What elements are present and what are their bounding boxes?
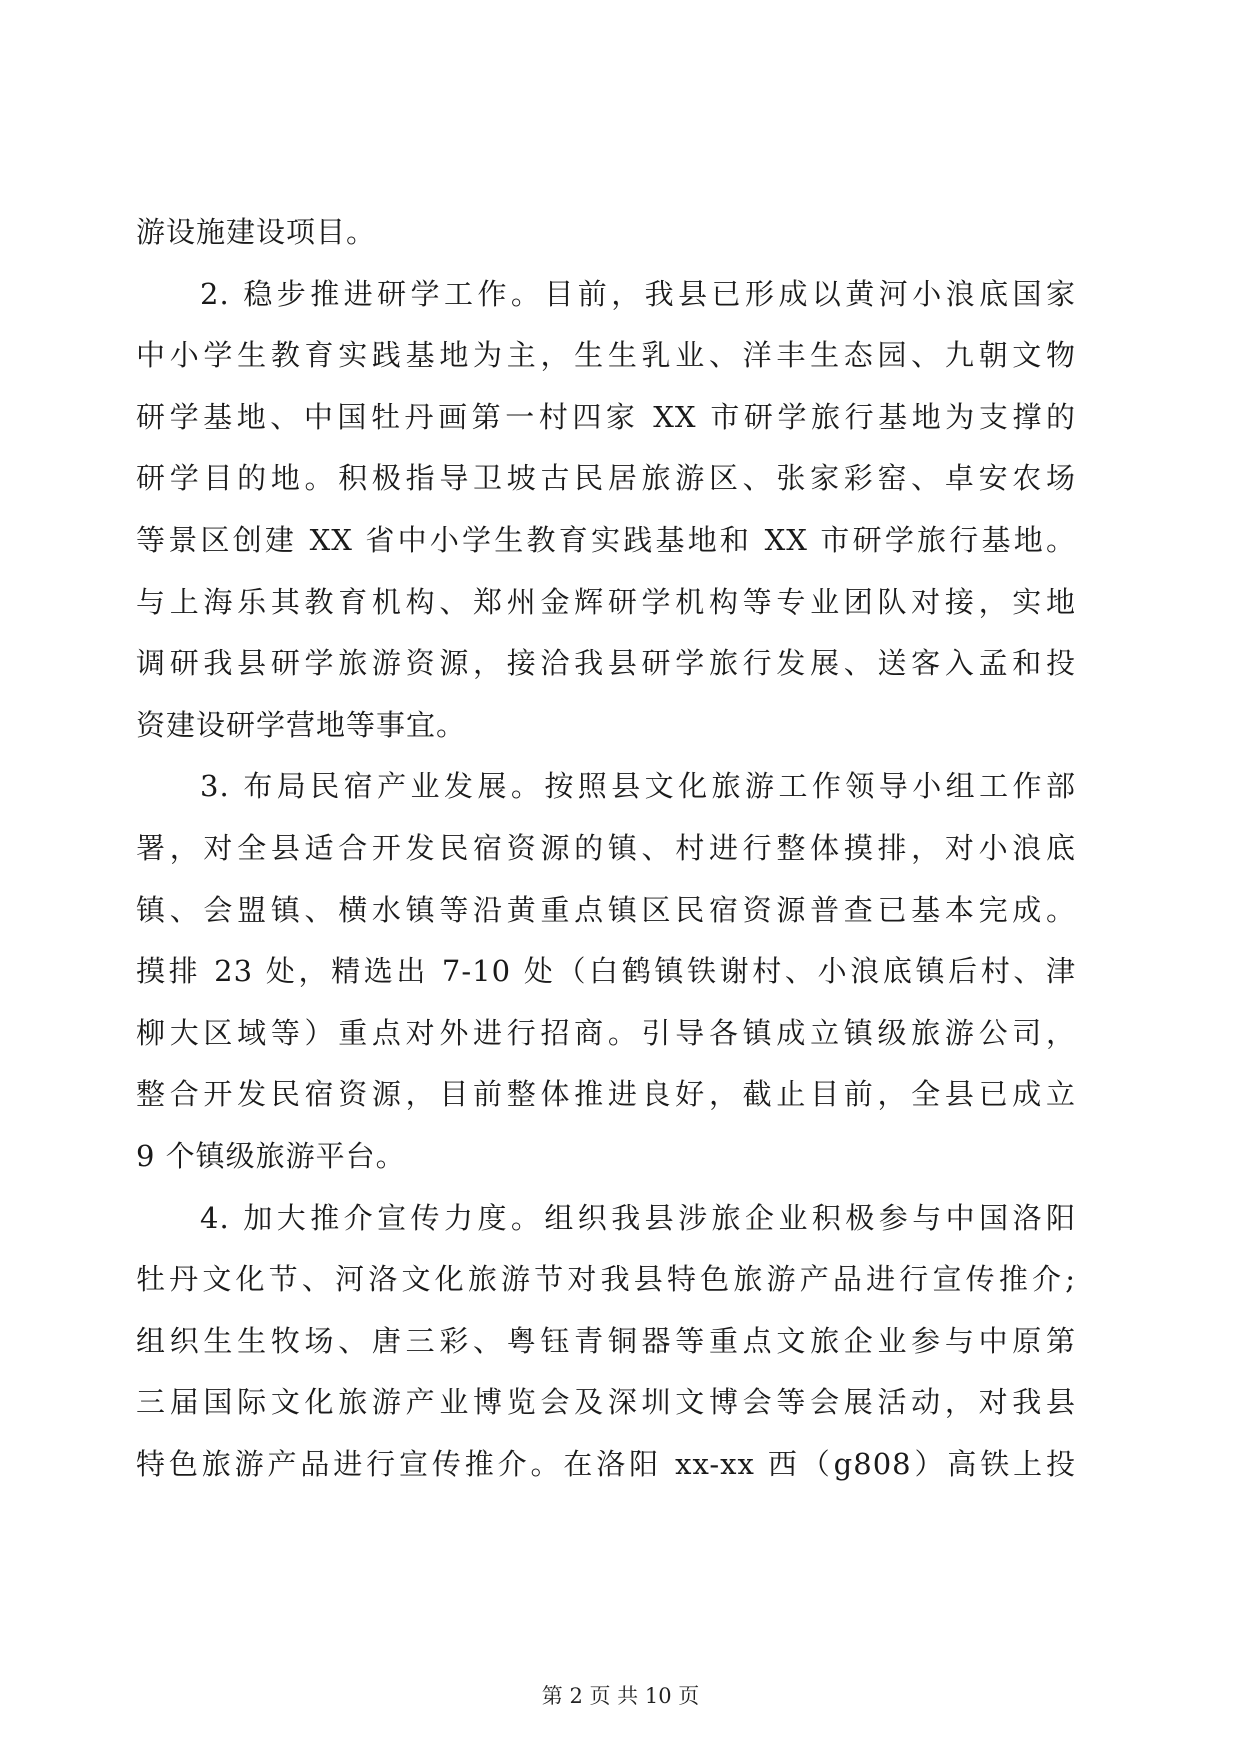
text-line: 游设施建设项目。: [136, 215, 377, 249]
text-line: 资建设研学营地等事宜。: [136, 707, 467, 742]
text-line: 镇、会盟镇、横水镇等沿黄重点镇区民宿资源普查已基本完成。: [136, 892, 1076, 927]
text-line: 9 个镇级旅游平台。: [136, 1138, 406, 1173]
text-line: 研学目的地。积极指导卫坡古民居旅游区、张家彩窑、卓安农场: [136, 461, 1076, 496]
text-line: 调研我县研学旅游资源，接洽我县研学旅行发展、送客入孟和投: [136, 646, 1076, 681]
paragraph-heading-line: 2. 稳步推进研学工作。目前，我县已形成以黄河小浪底国家: [200, 276, 1076, 311]
text-line: 整合开发民宿资源，目前整体推进良好，截止目前，全县已成立: [136, 1077, 1076, 1112]
text-line: 中小学生教育实践基地为主，生生乳业、洋丰生态园、九朝文物: [136, 338, 1076, 373]
text-line: 研学基地、中国牡丹画第一村四家 XX 市研学旅行基地为支撑的: [136, 399, 1076, 434]
text-line: 特色旅游产品进行宣传推介。在洛阳 xx-xx 西（g808）高铁上投: [136, 1446, 1076, 1481]
paragraph-heading-line: 4. 加大推介宣传力度。组织我县涉旅企业积极参与中国洛阳: [200, 1200, 1076, 1235]
text-line: 与上海乐其教育机构、郑州金辉研学机构等专业团队对接，实地: [136, 584, 1076, 619]
text-line: 组织生生牧场、唐三彩、粤钰青铜器等重点文旅企业参与中原第: [136, 1323, 1076, 1358]
paragraph-heading-line: 3. 布局民宿产业发展。按照县文化旅游工作领导小组工作部: [200, 769, 1076, 804]
text-line: 三届国际文化旅游产业博览会及深圳文博会等会展活动，对我县: [136, 1385, 1076, 1420]
text-line: 署，对全县适合开发民宿资源的镇、村进行整体摸排，对小浪底: [136, 830, 1076, 865]
text-line: 等景区创建 XX 省中小学生教育实践基地和 XX 市研学旅行基地。: [136, 522, 1076, 557]
page-number-footer: 第 2 页 共 10 页: [541, 1684, 700, 1708]
text-line: 牡丹文化节、河洛文化旅游节对我县特色旅游产品进行宣传推介;: [136, 1262, 1076, 1297]
text-line: 柳大区域等）重点对外进行招商。引导各镇成立镇级旅游公司，: [136, 1015, 1076, 1050]
text-line: 摸排 23 处，精选出 7-10 处（白鹤镇铁谢村、小浪底镇后村、津: [136, 954, 1076, 989]
document-body: [136, 202, 1076, 1495]
